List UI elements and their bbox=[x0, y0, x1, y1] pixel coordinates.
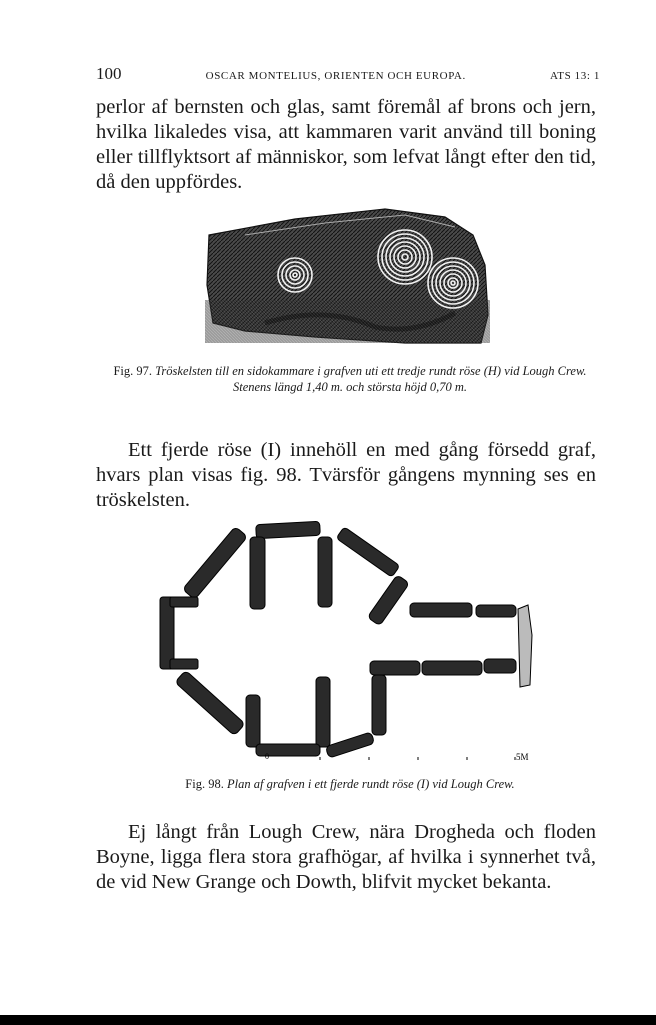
scale-start-label: 0 bbox=[265, 752, 269, 760]
figure-97-caption bbox=[110, 363, 590, 395]
running-head bbox=[96, 64, 600, 84]
page-number: 100 bbox=[96, 64, 122, 83]
figure-97-stone-illustration bbox=[205, 205, 490, 350]
figure-98-label: Fig. 98. bbox=[185, 777, 224, 791]
paragraph-2-text: Ett fjerde röse (I) innehöll en med gång försedd graf, hvars plan visas fig. 98. Tvärsför gångens mynning ses en tröskelsten. bbox=[96, 439, 596, 511]
figure-98-grave-plan bbox=[150, 515, 550, 760]
scale-end-label: 5M bbox=[516, 752, 529, 760]
paragraph-3 bbox=[96, 820, 596, 895]
paragraph-3-text: Ej långt från Lough Crew, nära Drogheda och floden Boyne, ligga flera stora grafhögar, af hvilka i synnerhet två, de vid New Grange och Dowth, blifvit mycket bekanta. bbox=[96, 821, 596, 893]
paragraph-1: perlor af bernsten och glas, samt föremål af brons och jern, hvilka likaledes visa, att kammaren varit använd till boning eller tillflyktsort af människor, som lefvat långt efter den tid, då den uppfördes. bbox=[96, 96, 596, 193]
running-title: OSCAR MONTELIUS, ORIENTEN OCH EUROPA. bbox=[205, 70, 466, 82]
paragraph-2 bbox=[96, 438, 596, 513]
figure-98-caption-text: Plan af grafven i ett fjerde rundt röse (I) vid Lough Crew. bbox=[226, 777, 515, 791]
series-reference: ATS 13: 1 bbox=[549, 70, 600, 82]
figure-98-caption bbox=[110, 776, 590, 792]
figure-97-label: Fig. 97. bbox=[113, 364, 153, 378]
figure-97-caption-text: Tröskelsten till en sidokammare i grafven uti ett tredje rundt röse (H) vid Lough Crew. Stenens längd 1,40 m. och största höjd 0,70 m. bbox=[155, 364, 587, 394]
scan-bottom-edge bbox=[0, 1015, 656, 1025]
